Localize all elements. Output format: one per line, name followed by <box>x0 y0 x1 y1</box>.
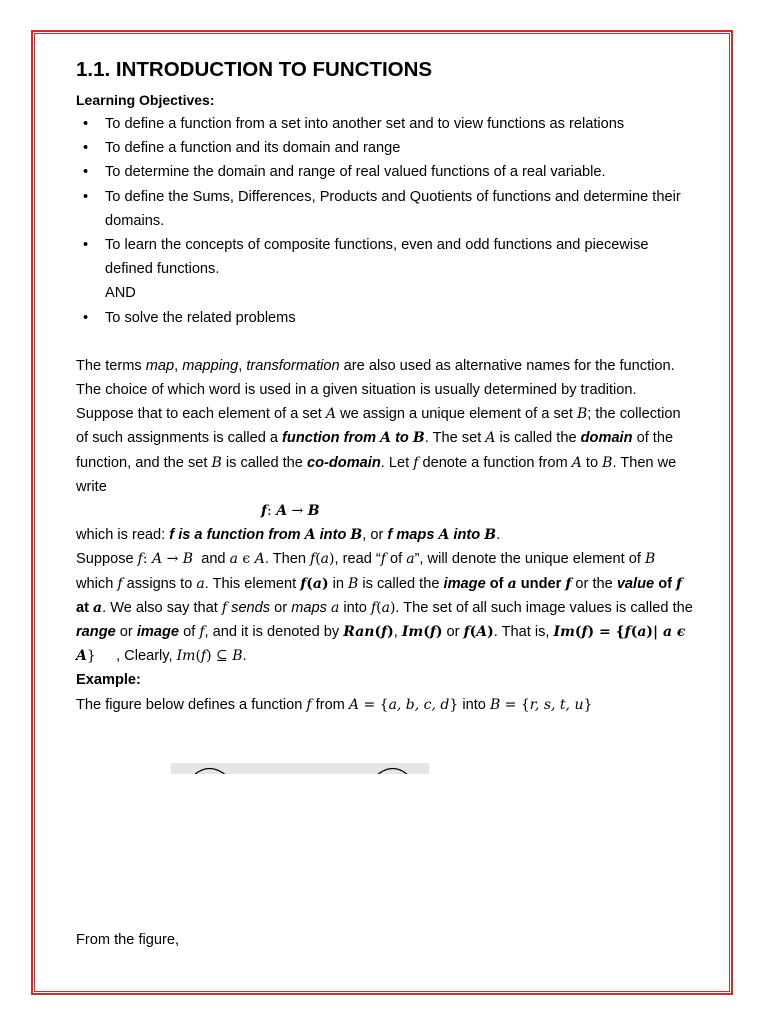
bullet-icon: • <box>83 309 89 326</box>
paragraph-figure-intro: The figure below defines a function f from A = {a, b, c, d} into B = {r, s, t, u} <box>76 696 593 713</box>
paragraph-definition: Suppose that to each element of a set A we assign a unique element of a set B; the collection of such assignments is called a function from A to B. The set A is called the domain of the function, and the set B is called the co-domain. Let f denote a function from A to B. Then we write <box>76 406 681 495</box>
figure-image <box>171 763 429 774</box>
section-title: 1.1. INTRODUCTION TO FUNCTIONS <box>76 58 433 81</box>
paragraph-read: which is read: f is a function from A into B, or f maps A into B. <box>76 527 501 544</box>
and-text: AND <box>105 285 136 302</box>
paragraph-image: Suppose f: A → B and a ϵ A. Then f(a), read “f of a”, will denote the unique element of B which f assigns to a. This element f(a) in B is called the image of a under f or the value of f at a. We also say that f sends or maps a into f(a). The set of all such image values is called the range or image of f, and it is denoted by Ran(f), Im(f) or f(A). That is, Im(f) = {f(a)| a ϵ A} , Clearly, Im(f) ⊆ B. <box>76 551 693 665</box>
learning-objectives-heading: Learning Objectives: <box>76 92 215 108</box>
objectives-list <box>76 112 696 281</box>
document-body <box>76 56 696 717</box>
bullet-icon: • <box>83 188 89 205</box>
from-figure-text: From the figure, <box>76 932 180 948</box>
list-item: • To define the Sums, Differences, Products and Quotients of functions and determine their domains. <box>76 185 696 233</box>
objectives-list-final <box>76 306 696 330</box>
list-item: • To define a function from a set into another set and to view functions as relations <box>76 112 696 136</box>
bullet-icon: • <box>83 164 89 181</box>
example-heading: Example: <box>76 672 141 689</box>
bullet-icon: • <box>83 237 89 254</box>
set-ovals-icon <box>171 765 429 774</box>
equation-f-a-to-b: f: A → B <box>261 503 320 520</box>
bullet-icon: • <box>83 140 89 157</box>
list-item: • To define a function and its domain and range <box>76 136 696 160</box>
paragraph-terms: The terms map, mapping, transformation are also used as alternative names for the function. The choice of which word is used in a given situation is usually determined by tradition. <box>76 357 675 399</box>
list-item: • To learn the concepts of composite functions, even and odd functions and piecewise defined functions. <box>76 233 696 281</box>
list-item: • To solve the related problems <box>76 306 696 330</box>
bullet-icon: • <box>83 116 89 132</box>
list-item: • To determine the domain and range of real valued functions of a real variable. <box>76 160 696 184</box>
